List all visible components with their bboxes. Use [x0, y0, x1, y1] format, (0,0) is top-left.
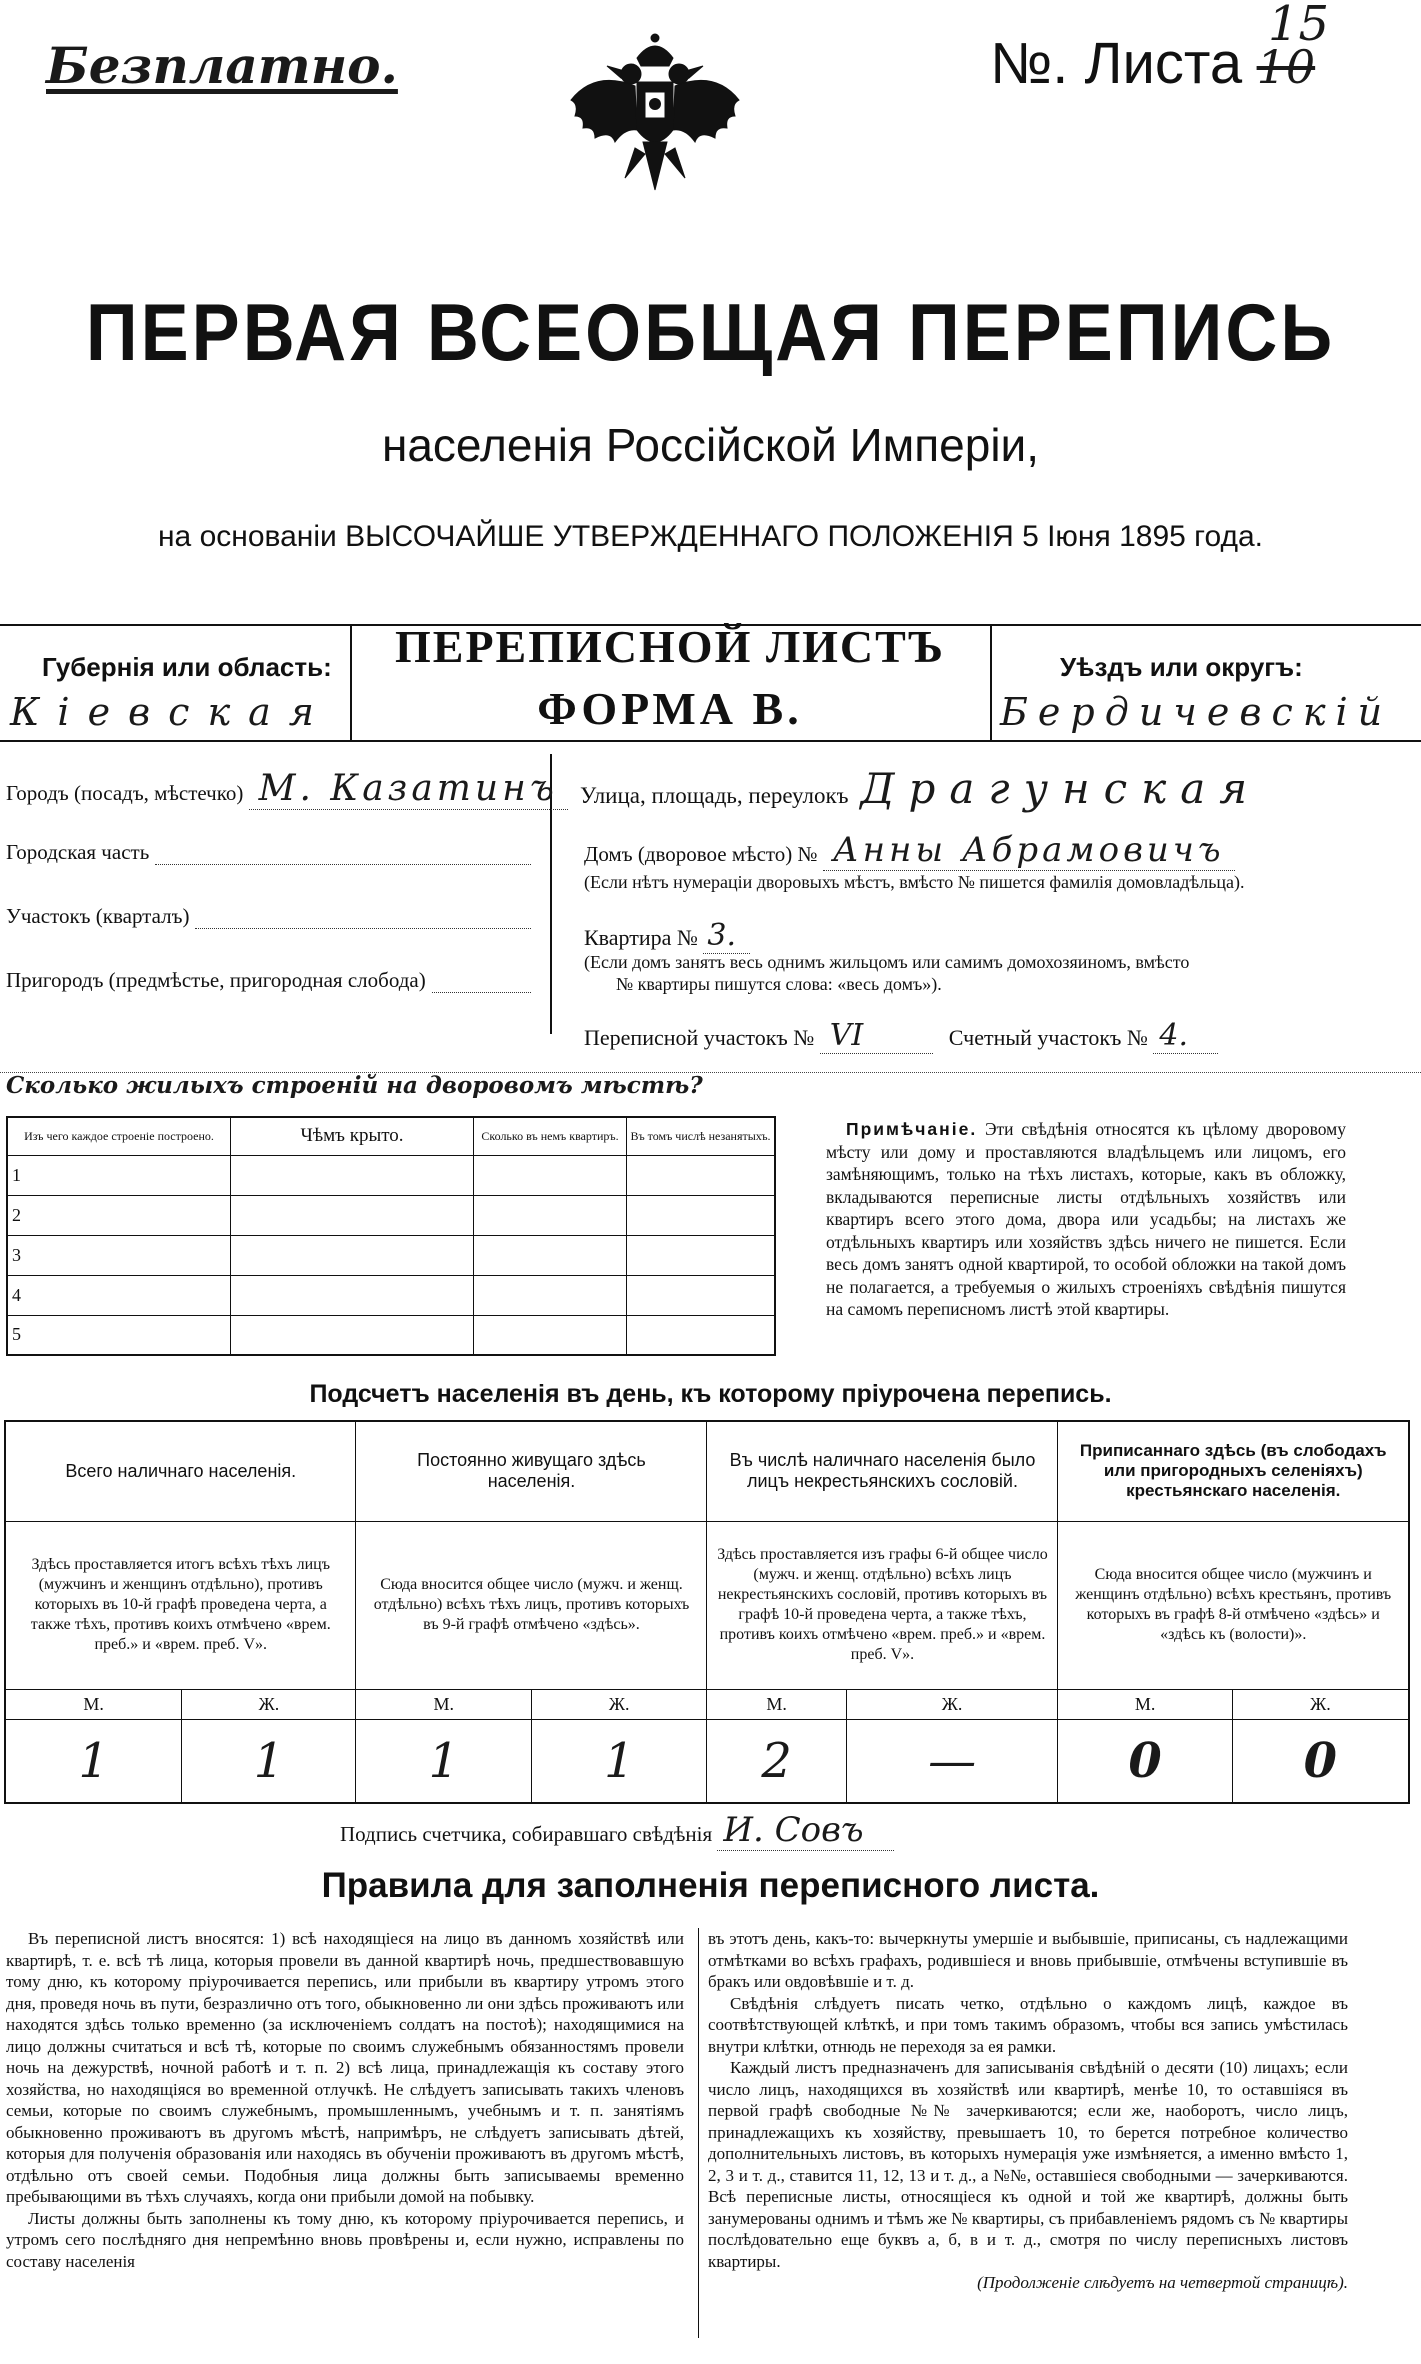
table-cell	[474, 1195, 627, 1235]
table-cell	[231, 1235, 474, 1275]
sheet-number	[990, 30, 1315, 97]
house-value: Анны Абрамовичъ	[823, 830, 1235, 871]
subtitle: населенія Россійской Имперіи,	[381, 419, 1040, 471]
female-header: Ж.	[1232, 1689, 1409, 1719]
count-value-row	[5, 1719, 1409, 1803]
signature-label: Подпись счетчика, собиравшаго свѣдѣнія	[340, 1822, 713, 1846]
female-header: Ж.	[182, 1689, 356, 1719]
form-title: ФОРМА В.	[537, 683, 803, 734]
male-header: М.	[707, 1689, 846, 1719]
female-header: Ж.	[846, 1689, 1058, 1719]
rules-left	[6, 1928, 684, 2272]
table-header: Чѣмъ крыто.	[231, 1117, 474, 1155]
rules-right	[708, 1928, 1348, 2294]
suburb-label: Пригородъ (предмѣстье, пригородная слобода)	[6, 968, 426, 992]
section-line	[195, 904, 531, 929]
apt-note-1: (Если домъ занятъ весь однимъ жильцомъ или самимъ домохозяиномъ, вмѣсто	[584, 952, 1190, 972]
count-value: 1	[356, 1719, 532, 1803]
table-row	[7, 1155, 775, 1195]
count-sex-row	[5, 1689, 1409, 1719]
table-cell	[231, 1195, 474, 1235]
note-label: Примѣчаніе.	[846, 1119, 978, 1139]
signature-row	[340, 1810, 894, 1850]
sheet-title: ПЕРЕПИСНОЙ ЛИСТЪ	[394, 621, 946, 672]
city-value: М. Казатинъ	[249, 768, 568, 810]
street-row	[580, 764, 1261, 813]
count-column-desc: Сюда вносится общее число (мужчинъ и женщинъ отдѣльно) всѣхъ крестьянъ, противъ которыхъ въ графѣ 8-й отмѣчено «здѣсь» и «здѣсь къ (волости)».	[1058, 1521, 1409, 1689]
note	[826, 1118, 1346, 1321]
count-value: 1	[5, 1719, 182, 1803]
table-header: Сколько въ немъ квартиръ.	[474, 1117, 627, 1155]
free-label: Безплатно.	[46, 36, 398, 95]
sheet-number-crossed: 10	[1256, 40, 1316, 94]
rules-paragraph: Каждый листъ предназначенъ для записыванія свѣдѣній о десяти (10) лицахъ; если число лицъ, находящихся въ хозяйствѣ или квартирѣ, менѣе 10, то оставшіяся въ первой графѣ свободные №№ зачеркиваются; если же, наоборотъ, число лицъ, принадлежащихъ къ хозяйству, превышаетъ 10, то берется потребное количество дополнительныхъ листовъ, въ которыхъ нумерація уже измѣняется, а именно вмѣсто 1, 2, 3 и т. д., ставится 11, 12, 13 и т. д., а №№, оставшіеся свободными — зачеркиваются. Всѣ переписные листы, относящіеся къ одной и той же квартирѣ, должны быть занумерованы однимъ и тѣмъ же № квартиры, съ прибавленіемъ рядомъ съ № квартиры послѣдовательно еще буквъ а, б, в и т. д., смотря по числу переписныхъ листовъ квартиры.	[708, 2058, 1348, 2271]
apt-note-2: № квартиры пишутся слова: «весь домъ»).	[616, 974, 942, 994]
table-row	[7, 1195, 775, 1235]
apt-value: 3.	[703, 918, 750, 954]
rules-continued: (Продолженіе слѣдуетъ на четвертой страницѣ).	[977, 2273, 1348, 2292]
count-value: —	[846, 1719, 1058, 1803]
count-column-desc: Здѣсь проставляется итогъ всѣхъ тѣхъ лицъ (мужчинъ и женщинъ отдѣльно), противъ которыхъ въ 10-й графѣ проведена черта, а также тѣхъ, противъ коихъ отмѣчено «врем. преб.» и «врем. преб. V».	[5, 1521, 356, 1689]
row-number: 2	[7, 1195, 231, 1235]
table-cell	[627, 1315, 776, 1355]
table-cell	[474, 1275, 627, 1315]
row-number: 1	[7, 1155, 231, 1195]
count-column-head: Всего наличнаго населенія.	[5, 1421, 356, 1521]
section-row	[6, 904, 531, 929]
table-header: Изъ чего каждое строеніе построено.	[7, 1117, 231, 1155]
table-cell	[627, 1195, 776, 1235]
table-cell	[231, 1275, 474, 1315]
table-row	[7, 1235, 775, 1275]
count-column-desc: Здѣсь проставляется изъ графы 6-й общее число (мужч. и женщ. отдѣльно) всѣхъ лицъ некрестьянскихъ сословій, противъ которыхъ въ графѣ 10-й проведена черта, а также тѣхъ, противъ коихъ отмѣчено «врем. преб.» и «врем. преб. V».	[707, 1521, 1058, 1689]
city-label: Городъ (посадъ, мѣстечко)	[6, 781, 244, 805]
row-number: 5	[7, 1315, 231, 1355]
count-value: 0	[1232, 1719, 1409, 1803]
count-section-label: Счетный участокъ №	[948, 1025, 1148, 1050]
sheet-number-value: 15	[1268, 0, 1330, 52]
rules-paragraph: Листы должны быть заполнены къ тому дню, къ которому пріурочивается перепись, и утромъ сего послѣдняго дня непремѣнно вновь провѣрены и, если нужно, исправлены по составу населенія	[6, 2208, 684, 2271]
street-label: Улица, площадь, переулокъ	[580, 783, 849, 808]
legal-basis: на основаніи ВЫСОЧАЙШЕ УТВЕРЖДЕННАГО ПОЛОЖЕНІЯ 5 Іюня 1895 года.	[157, 520, 1263, 553]
row-number: 4	[7, 1275, 231, 1315]
divider	[698, 1928, 699, 2338]
count-table	[4, 1420, 1410, 1804]
province-label: Губернія или область:	[42, 652, 332, 682]
census-section-row	[584, 1018, 1218, 1053]
count-desc-row	[5, 1521, 1409, 1689]
buildings-table	[6, 1116, 776, 1356]
note-text: Эти свѣдѣнія относятся къ цѣлому дворовому мѣсту или дому и проставляются владѣльцемъ или лицомъ, его замѣняющимъ, только на тѣхъ листахъ, которые, какъ въ обложку, вкладываются переписные листы отдѣльныхъ хозяйствъ или квартиръ всего этого дома, двора или усадьбы; на листахъ же отдѣльныхъ квартиръ или хозяйствъ здѣсь ничего не пишется. Если весь домъ занятъ одной квартирой, то особой обложки на такой домъ не полагается, а требуемыя о жилыхъ строеніяхъ свѣдѣнія пишутся на самомъ переписномъ листѣ этой квартиры.	[826, 1119, 1346, 1319]
table-header-row	[7, 1117, 775, 1155]
table-cell	[474, 1315, 627, 1355]
apt-label: Квартира №	[584, 925, 698, 950]
street-value: Драгунская	[860, 764, 1262, 813]
district-value: Бердичевскій	[1000, 690, 1393, 734]
census-section-label: Переписной участокъ №	[584, 1025, 815, 1050]
table-cell	[231, 1315, 474, 1355]
count-value: 1	[531, 1719, 707, 1803]
male-header: М.	[5, 1689, 182, 1719]
table-cell	[627, 1155, 776, 1195]
male-header: М.	[1058, 1689, 1232, 1719]
table-row	[7, 1315, 775, 1355]
city-row	[6, 768, 568, 809]
signature-value: И. Совъ	[717, 1810, 893, 1851]
sheet-number-label: №. Листа	[990, 31, 1243, 96]
count-value: 1	[182, 1719, 356, 1803]
suburb-row	[6, 968, 531, 993]
apt-row	[584, 918, 750, 953]
table-cell	[627, 1275, 776, 1315]
count-head-row	[5, 1421, 1409, 1521]
rules-paragraph: Въ переписной листъ вносятся: 1) всѣ находящіеся на лицо въ данномъ хозяйствѣ или квартирѣ, т. е. всѣ тѣ лица, которыя провели въ данной квартирѣ ночь, предшествовавшую тому дню, къ которому пріурочивается перепись, или прибыли въ квартиру утромъ этого дня, проведя ночь въ пути, безразлично отъ того, обыкновенно ли они здѣсь проживаютъ или находятся здѣсь только временно (за исключеніемъ солдатъ на постоѣ); находящимися на лицо должны считаться и всѣ тѣ, которые по своимъ служебнымъ обязанностямъ провели ночь на дежурствѣ, ночной работѣ и т. п. 2) всѣ лица, принадлежащія къ составу этого хозяйства, но находящіяся во временной отлучкѣ. Не слѣдуетъ записывать такихъ членовъ семьи, которые по своимъ служебнымъ, промышленнымъ, учебнымъ и т. п. занятіямъ обыкновенно проживаютъ въ другомъ мѣстѣ, напримѣръ, не слѣдуетъ записывать дѣтей, которыя для полученія образованія или находясь въ обученіи проживаютъ въ другомъ мѣстѣ, отдѣльно отъ своей семьи. Подобныя лица должны быть записываемы временно пребывающими въ тѣхъ случаяхъ, когда они прибыли домой на побывку.	[6, 1929, 684, 2206]
rules-paragraph: Свѣдѣнія слѣдуетъ писать четко, отдѣльно о каждомъ лицѣ, каждое въ соотвѣтствующей клѣткѣ, и при томъ такимъ образомъ, чтобы вся запись умѣстилась внутри клѣтки, отнюдь не переходя за ея рамки.	[708, 1993, 1348, 2056]
province-value: Кіевская	[10, 690, 332, 734]
city-part-label: Городская часть	[6, 840, 150, 864]
section-label: Участокъ (кварталъ)	[6, 904, 190, 928]
suburb-line	[432, 968, 531, 993]
city-part-row	[6, 840, 531, 865]
male-header: М.	[356, 1689, 532, 1719]
house-row	[584, 830, 1235, 870]
count-section-value: 4.	[1153, 1018, 1218, 1054]
table-cell	[231, 1155, 474, 1195]
house-note: (Если нѣтъ нумераціи дворовыхъ мѣстъ, вмѣсто № пишется фамилія домовладѣльца).	[584, 872, 1245, 892]
count-title: Подсчетъ населенія въ день, къ которому пріурочена перепись.	[309, 1380, 1112, 1408]
district-label: Уѣздъ или округъ:	[1060, 652, 1303, 682]
table-cell	[627, 1235, 776, 1275]
main-title: ПЕРВАЯ ВСЕОБЩАЯ ПЕРЕПИСЬ	[85, 288, 1336, 378]
house-label: Домъ (дворовое мѣсто) №	[584, 842, 818, 866]
table-row	[7, 1275, 775, 1315]
city-part-line	[155, 840, 531, 865]
count-column-head: Приписаннаго здѣсь (въ слободахъ или пригородныхъ селеніяхъ) крестьянскаго населенія.	[1058, 1421, 1409, 1521]
count-column-head: Постоянно живущаго здѣсь населенія.	[356, 1421, 707, 1521]
female-header: Ж.	[531, 1689, 707, 1719]
table-cell	[474, 1235, 627, 1275]
emblem-icon	[565, 30, 745, 200]
count-value: 2	[707, 1719, 846, 1803]
count-column-head: Въ числѣ наличнаго населенія было лицъ некрестьянскихъ сословій.	[707, 1421, 1058, 1521]
table-cell	[474, 1155, 627, 1195]
count-value: 0	[1058, 1719, 1232, 1803]
row-number: 3	[7, 1235, 231, 1275]
rules-title: Правила для заполненія переписного листа.	[321, 1866, 1100, 1905]
rules-paragraph: въ этотъ день, какъ-то: вычеркнуты умершіе и выбывшіе, приписаны, съ надлежащими отмѣтками во всѣхъ графахъ, родившіеся и вновь прибывшіе, отмѣчены вступившіе въ бракъ или овдовѣвшіе и т. д.	[708, 1929, 1348, 1991]
buildings-question: Сколько жилыхъ строеній на дворовомъ мѣстѣ?	[6, 1072, 703, 1099]
count-column-desc: Сюда вносится общее число (мужч. и женщ. отдѣльно) всѣхъ тѣхъ лицъ, противъ которыхъ въ 9-й графѣ отмѣчено «здѣсь».	[356, 1521, 707, 1689]
census-section-value: VI	[820, 1018, 934, 1054]
divider	[990, 624, 992, 740]
table-header: Въ томъ числѣ незанятыхъ.	[627, 1117, 776, 1155]
